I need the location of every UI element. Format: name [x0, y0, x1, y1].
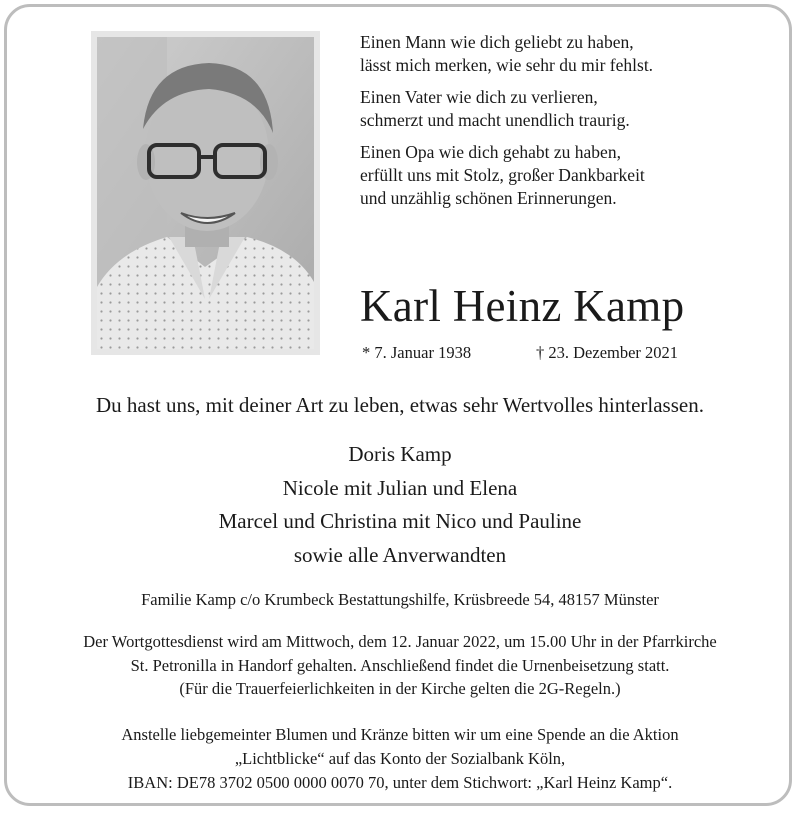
service-line: St. Petronilla in Handorf gehalten. Anschließend findet die Urnenbeisetzung statt.	[130, 655, 670, 675]
donation-info	[0, 723, 800, 795]
deceased-name: Karl Heinz Kamp	[360, 281, 685, 331]
poem-line: Einen Opa wie dich gehabt zu haben,	[360, 142, 621, 162]
mourner: sowie alle Anverwandten	[293, 542, 507, 567]
poem-stanza	[360, 31, 780, 77]
birth-date: * 7. Januar 1938	[362, 343, 472, 362]
mourner: Marcel und Christina mit Nico und Pauline	[218, 509, 582, 533]
death-date: † 23. Dezember 2021	[536, 343, 679, 362]
funeral-service-info	[0, 630, 800, 701]
donation-line: Anstelle liebgemeinter Blumen und Kränze bitten wir um eine Spende an die Aktion	[121, 725, 679, 744]
poem-stanza	[360, 86, 780, 132]
memorial-poem	[360, 31, 780, 219]
service-line: (Für die Trauerfeierlichkeiten in der Kirche gelten die 2G-Regeln.)	[179, 679, 621, 698]
service-line: Der Wortgottesdienst wird am Mittwoch, dem 12. Januar 2022, um 15.00 Uhr in der Pfarrkirche	[83, 632, 717, 651]
poem-line: Einen Vater wie dich zu verlieren,	[360, 87, 598, 107]
portrait-frame	[91, 31, 320, 355]
portrait-photo	[97, 37, 314, 349]
mourner: Nicole mit Julian und Elena	[282, 475, 518, 500]
poem-line: Einen Mann wie dich geliebt zu haben,	[360, 32, 634, 52]
donation-line: IBAN: DE78 3702 0500 0000 0070 70, unter dem Stichwort: „Karl Heinz Kamp“.	[127, 773, 673, 792]
poem-stanza	[360, 141, 780, 210]
contact-address: Familie Kamp c/o Krumbeck Bestattungshilfe, Krüsbreede 54, 48157 Münster	[141, 590, 659, 609]
poem-line: schmerzt und macht unendlich traurig.	[360, 110, 630, 130]
poem-line: erfüllt uns mit Stolz, großer Dankbarkeit	[360, 165, 645, 185]
mourners-list	[0, 438, 800, 572]
poem-line: und unzählig schönen Erinnerungen.	[360, 188, 617, 208]
mourner: Doris Kamp	[348, 442, 452, 466]
memorial-quote: Du hast uns, mit deiner Art zu leben, etwas sehr Wertvolles hinterlassen.	[96, 393, 704, 417]
poem-line: lässt mich merken, wie sehr du mir fehlst.	[360, 55, 654, 75]
donation-line: „Lichtblicke“ auf das Konto der Sozialbank Köln,	[234, 749, 566, 768]
